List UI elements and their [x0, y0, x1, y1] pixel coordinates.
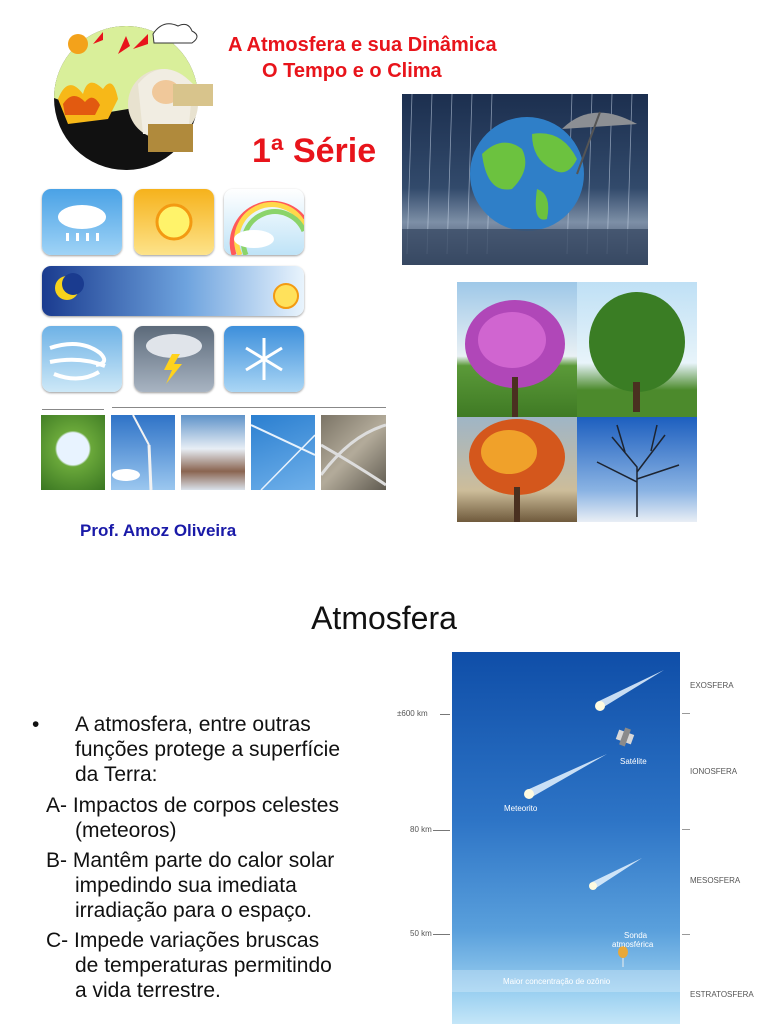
bullet-line-2: funções protege a superfície: [75, 738, 341, 761]
item-b-line-3: irradiação para o espaço.: [75, 899, 312, 922]
item-c-line-1: C- Impede variações bruscas: [46, 929, 320, 952]
wind-icon: [42, 326, 122, 392]
seasons-trees-photo: [457, 282, 697, 522]
ozone-label: Maior concentração de ozônio: [503, 977, 611, 986]
rainy-globe-photo: [402, 94, 648, 265]
sky-contrails-photo: [251, 415, 315, 490]
rainbow-icon: [224, 189, 304, 255]
altitude-tick-80: [433, 830, 450, 831]
storm-icon: [134, 326, 214, 392]
item-c-line-2: de temperaturas permitindo: [75, 954, 332, 977]
probe-label-line1: Sonda: [624, 931, 648, 940]
divider-line-long: [112, 407, 386, 408]
moon-sun-icon: [42, 266, 304, 316]
altitude-tick-50: [433, 934, 450, 935]
bullet-line-1: A atmosfera, entre outras: [75, 713, 311, 736]
item-a-line-1: A- Impactos de corpos celestes: [46, 794, 339, 817]
item-b-line-1: B- Mantêm parte do calor solar: [46, 849, 335, 872]
altitude-label-80: 80 km: [410, 825, 432, 834]
atmosphere-diagram: [452, 652, 680, 1024]
highway-interchange-photo: [321, 415, 386, 490]
altitude-label-50: 50 km: [410, 929, 432, 938]
slide1-title-line2: O Tempo e o Clima: [262, 60, 442, 82]
forest-canopy-photo: [41, 415, 105, 490]
grade-label: 1ª Série: [252, 132, 377, 170]
probe-label-line2: atmosférica: [612, 940, 654, 949]
altitude-label-600: ±600 km: [397, 709, 428, 718]
meteor-label: Meteorito: [504, 804, 538, 813]
item-c-line-3: a vida terrestre.: [75, 979, 221, 1002]
snowy-mountain-photo: [181, 415, 245, 490]
altitude-tick-600: [440, 714, 450, 715]
layer-label-mesosfera: MESOSFERA: [690, 876, 741, 885]
divider-line-short: [42, 409, 104, 410]
cartoon-logo: [38, 14, 218, 174]
layer-tick-3: [682, 934, 690, 935]
bullet-line-3: da Terra:: [75, 763, 158, 786]
layer-tick-1: [682, 713, 690, 714]
slide2-heading: Atmosfera: [311, 600, 457, 636]
cloud-rain-icon: [42, 189, 122, 255]
bullet-marker: •: [32, 713, 40, 736]
item-a-line-2: (meteoros): [75, 819, 177, 842]
layer-label-estratosfera: ESTRATOSFERA: [690, 990, 754, 999]
wind-turbine-photo: [111, 415, 175, 490]
snowflake-icon: [224, 326, 304, 392]
layer-label-ionosfera: IONOSFERA: [690, 767, 738, 776]
sun-icon: [134, 189, 214, 255]
satellite-label: Satélite: [620, 757, 647, 766]
layer-tick-2: [682, 829, 690, 830]
slide1-title-line1: A Atmosfera e sua Dinâmica: [228, 34, 497, 56]
item-b-line-2: impedindo sua imediata: [75, 874, 297, 897]
author-label: Prof. Amoz Oliveira: [80, 521, 237, 540]
layer-label-exosfera: EXOSFERA: [690, 681, 734, 690]
